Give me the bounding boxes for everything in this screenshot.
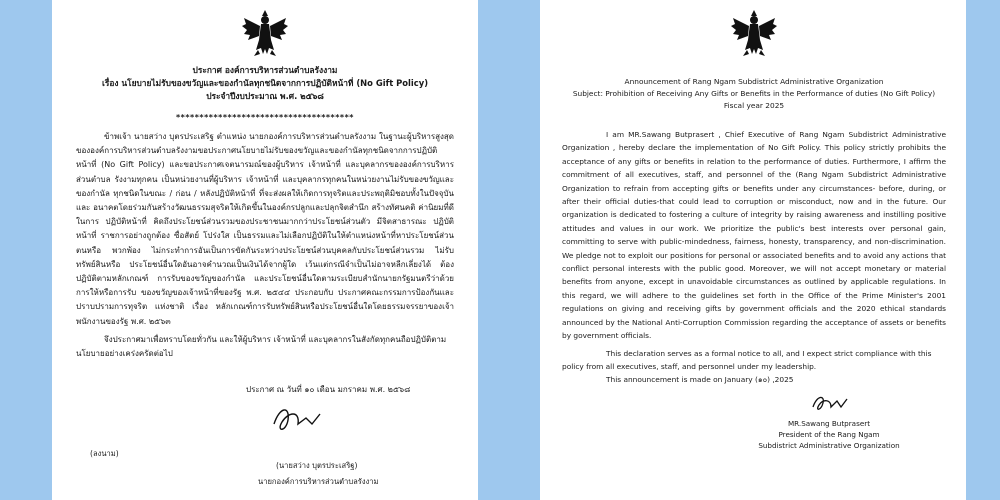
thai-title-line3: ประจำปีงบประมาณ พ.ศ. ๒๕๖๘ — [206, 91, 324, 101]
thai-separator: ************************************** — [176, 113, 354, 122]
thai-announcement-date: ประกาศ ณ วันที่ ๑๐ เดือน มกราคม พ.ศ. ๒๕๖๘ — [246, 385, 411, 395]
garuda-emblem-icon — [727, 6, 781, 60]
english-body-paragraph: I am MR.Sawang Butprasert , Chief Executive of Rang Ngam Subdistrict Administrative Organization , hereby declare the implementation of No Gift Policy. This policy strictly prohibits the acceptance of any gifts or benefits in relation to the performance of duties. Furthermore, I affirm the commitment of all executives, staff, and personnel of the (Rang Ngam Subdistrict Administrative Organization to refrain from accepting gifts or benefits under any circumstances- before, during, or after their official duties-that could lead to corruption or misconduct, now and in the future. Our organization is dedicated to fostering a culture of integrity by raising awareness and instilling positive attitudes and values in our work. We prioritize the public's best interests over personal gain, committing to serve with public-mindedness, fairness, honesty, transparency, and non-discrimination. We pledge not to exploit our positions for personal or associated benefits and to avoid any actions that conflict personal interests with the public good. Moreover, we will not accept monetary or material benefits from anyone, except in unavoidable circumstances as outlined by applicable regulations. In this regard, we will adhere to the guidelines set forth in the Office of the Prime Minister's 2001 regulations on giving and receiving gifts by government officials and the 2020 ethical standards announced by the National Anti-Corruption Commission regarding the acceptance of assets or benefits by government officials. — [562, 130, 946, 341]
english-announcement-page — [540, 0, 966, 500]
english-signer-name: MR.Sawang Butprasert — [787, 418, 871, 428]
thai-signer-name: (นายสว่าง บุตรประเสริฐ) — [276, 461, 358, 471]
signature-icon — [266, 402, 326, 438]
english-closing-paragraph: This declaration serves as a formal notice to all, and I expect strict compliance with this policy from all executives, staff, and personnel under my leadership. — [562, 348, 932, 371]
english-title-line2: Subject: Prohibition of Receiving Any Gifts or Benefits in the Performance of duties (No Gift Policy) — [572, 89, 936, 98]
thai-closing-paragraph: จึงประกาศมาเพื่อทราบโดยทั่วกัน และให้ผู้บริหาร เจ้าหน้าที่ และบุคลากรในสังกัดทุกคนถือปฏิบัติตาม นโยบายอย่างเคร่งครัดต่อไป — [76, 334, 447, 359]
english-announcement-date: This announcement is made on January (๑๐) ,2025 — [606, 375, 794, 385]
thai-body-paragraph: ข้าพเจ้า นายสว่าง บุตรประเสริฐ ตำแหน่ง นายกองค์การบริหารส่วนตำบลรังงาม ในฐานะผู้บริหารสูงสุด ขององค์การบริหารส่วนตำบลรังงามขอประกาศนโยบายไม่รับของขวัญและของกำนัลทุกชนิดจากการปฏิบัติหน้าที่ (No Gift Policy) และขอประกาศเจตนารมณ์ของผู้บริหาร เจ้าหน้าที่ และบุคลากรขององค์การบริหารส่วนตำบล รังงามทุกคน เป็นหน่วยงานที่ผู้บริหาร เจ้าหน้าที่ และบุคลากรทุกคนในหน่วยงานไม่รับของขวัญและของกำนัล ทุกชนิดในขณะ / ก่อน / หลังปฏิบัติหน้าที่ ที่จะส่งผลให้เกิดการทุจริตและประพฤติมิชอบทั้งในปัจจุบันและ อนาคตโดยร่วมกันสร้างวัฒนธรรมสุจริตให้เกิดขึ้นในองค์กรปลูกและปลุกจิตสำนึก สร้างทัศนคติ ค่านิยมที่ดีในการ ปฏิบัติหน้าที่ คิดถึงประโยชน์ส่วนรวมของประชาชนมากกว่าประโยชน์ส่วนตัว มีจิตสาธารณะ ปฏิบัติหน้าที่ ราชการอย่างถูกต้อง ซื่อสัตย์ โปร่งใส เป็นธรรมและไม่เลือกปฏิบัติในให้ตำแหน่งหน้าที่หาประโยชน์ส่วนตนหรือ พวกพ้อง ไม่กระทำการอันเป็นการขัดกันระหว่างประโยชน์ส่วนบุคคลกับประโยชน์ส่วนรวม ไม่รับทรัพย์สินหรือ ประโยชน์อื่นใดอันอาจคำนวณเป็นเงินได้จากผู้ใด เว้นแต่กรณีจำเป็นไม่อาจหลีกเลี่ยงได้ ต้องปฏิบัติตามหลักเกณฑ์ การรับของขวัญของกำนัล และประโยชน์อื่นใดตามระเบียบสำนักนายกรัฐมนตรีว่าด้วยการให้หรือการรับ ของขวัญของเจ้าหน้าที่ของรัฐ พ.ศ. ๒๕๔๔ ประกอบกับ ประกาศคณะกรรมการป้องกันและปราบปรามการทุจริต แห่งชาติ เรื่อง หลักเกณฑ์การรับทรัพย์สินหรือประโยชน์อื่นใดโดยธรรมจรรยาของเจ้าพนักงานของรัฐ พ.ศ. ๒๕๖๓ — [76, 132, 454, 326]
thai-signature-area — [76, 396, 454, 496]
english-signature-block — [712, 391, 946, 451]
english-signer-org: Subdistrict Administrative Organization — [758, 440, 900, 450]
english-title-line3: Fiscal year 2025 — [723, 101, 785, 110]
garuda-emblem-thai — [76, 6, 454, 64]
thai-signer-position: นายกองค์การบริหารส่วนตำบลรังงาม — [258, 477, 379, 487]
thai-title-line2: เรื่อง นโยบายไม่รับของขวัญและของกำนัลทุกชนิดจากการปฏิบัติหน้าที่ (No Gift Policy) — [101, 78, 429, 88]
english-title-line1: Announcement of Rang Ngam Subdistrict Administrative Organization — [624, 77, 884, 86]
english-signer-title: President of the Rang Ngam — [778, 429, 880, 439]
signature-icon — [807, 391, 851, 415]
garuda-emblem-english — [562, 6, 946, 64]
thai-signed-note: (ลงนาม) — [90, 449, 119, 459]
garuda-emblem-icon — [238, 6, 292, 60]
thai-title-line1: ประกาศ องค์การบริหารส่วนตำบลรังงาม — [192, 65, 338, 75]
thai-announcement-page — [52, 0, 478, 500]
